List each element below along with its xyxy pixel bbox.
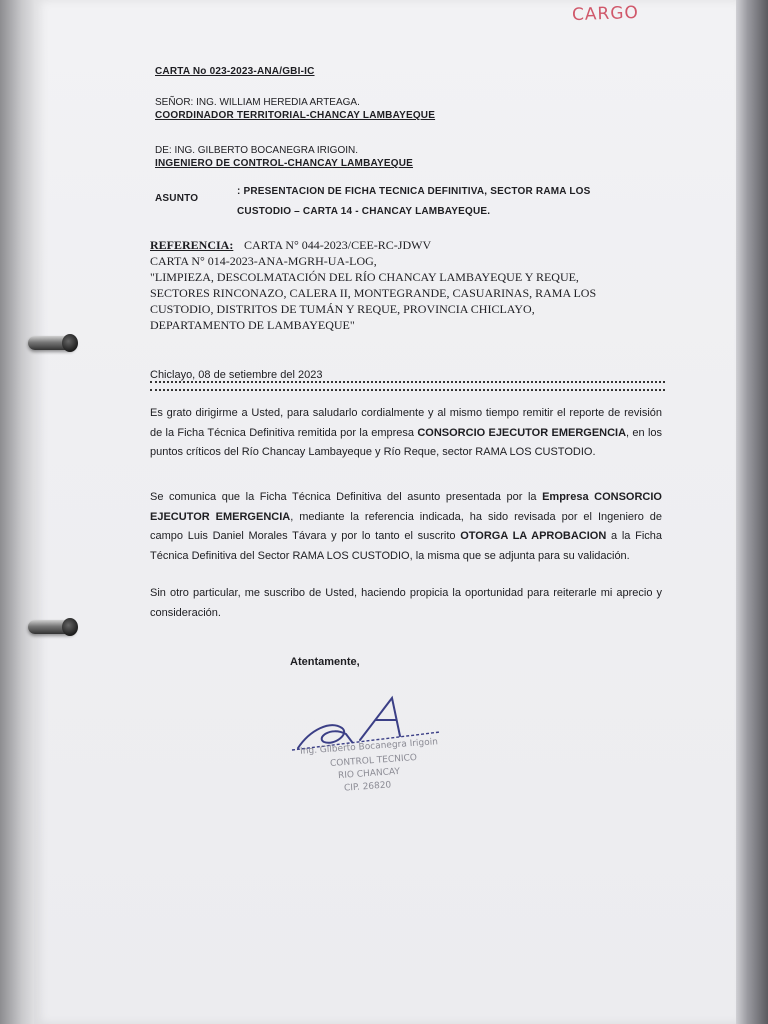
reference-line-1: CARTA N° 044-2023/CEE-RC-JDWV [244,238,432,252]
reference-line-2: CARTA N° 014-2023-ANA-MGRH-UA-LOG, [150,254,377,268]
signature-and-stamp [290,690,450,800]
paragraph-2 [150,488,662,566]
separator-line [150,381,665,391]
closing: Atentamente, [290,656,360,668]
letter-reference-code: CARTA No 023-2023-ANA/GBI-IC [155,66,315,77]
subject-line-2: CUSTODIO – CARTA 14 - CHANCAY LAMBAYEQUE. [237,206,491,217]
paragraph-1-text-c: , en los puntos críticos del Río Chancay Lambayeque y Río Reque, sector RAMA LOS CUSTODIO. [150,426,663,458]
paragraph-1-company: CONSORCIO EJECUTOR EMERGENCIA [417,426,627,439]
stamp-line-3: RIO CHANCAY [337,766,401,782]
handwritten-cargo-note: CARGO [571,2,640,26]
paragraph-2-company: Empresa CONSORCIO EJECUTOR EMERGENCIA [150,491,662,523]
reference-line-4: SECTORES RINCONAZO, CALERA II, MONTEGRANDE, CASUARINAS, RAMA LOS [150,286,597,300]
paragraph-1 [150,404,662,463]
letter-date: Chiclayo, 08 de setiembre del 2023 [150,369,323,381]
stamp-line-2: CONTROL TECNICO [329,752,418,770]
paragraph-2-text-a: Se comunica que la Ficha Técnica Definitiva del asunto presentada por la [150,491,543,503]
paragraph-2-text-e: a la Ficha Técnica Definitiva del Sector RAMA LOS CUSTODIO, la misma que se adjunta para su validación. [150,530,663,562]
recipient-name: SEÑOR: ING. WILLIAM HEREDIA ARTEAGA. [155,97,360,108]
subject-label: ASUNTO [155,193,199,204]
reference-line-6: DEPARTAMENTO DE LAMBAYEQUE" [150,318,355,332]
reference-label: REFERENCIA: [150,238,234,252]
reference-line-5: CUSTODIO, DISTRITOS DE TUMÁN Y REQUE, PROVINCIA CHICLAYO, [150,302,535,316]
recipient-title: COORDINADOR TERRITORIAL-CHANCAY LAMBAYEQUE [155,110,436,121]
stamp-line-1: Ing. Gilberto Bocanegra Irigoin [299,737,439,757]
stamp-line-4: CIP. 26820 [343,780,392,794]
paragraph-1-text-a: Es grato dirigirme a Usted, para saludarlo cordialmente y al mismo tiempo remitir el reporte de revisión de la Ficha Técnica Definitiva remitida por la empresa [150,407,662,439]
reference-line-3: "LIMPIEZA, DESCOLMATACIÓN DEL RÍO CHANCAY LAMBAYEQUE Y REQUE, [150,270,579,284]
sender-title: INGENIERO DE CONTROL-CHANCAY LAMBAYEQUE [155,158,414,169]
paragraph-2-text-c: , mediante la referencia indicada, ha sido revisada por el Ingeniero de campo Luis Daniel Morales Távara y por lo tanto el suscrito [150,510,662,542]
subject-line-1: : PRESENTACION DE FICHA TECNICA DEFINITIVA, SECTOR RAMA LOS [237,186,591,197]
paragraph-3 [150,584,662,623]
paragraph-3-text: Sin otro particular, me suscribo de Usted, haciendo propicia la oportunidad para reiterarle mi aprecio y consideración. [150,587,662,619]
sender-name: DE: ING. GILBERTO BOCANEGRA IRIGOIN. [155,145,359,156]
paragraph-2-approval: OTORGA LA APROBACION [460,530,607,542]
